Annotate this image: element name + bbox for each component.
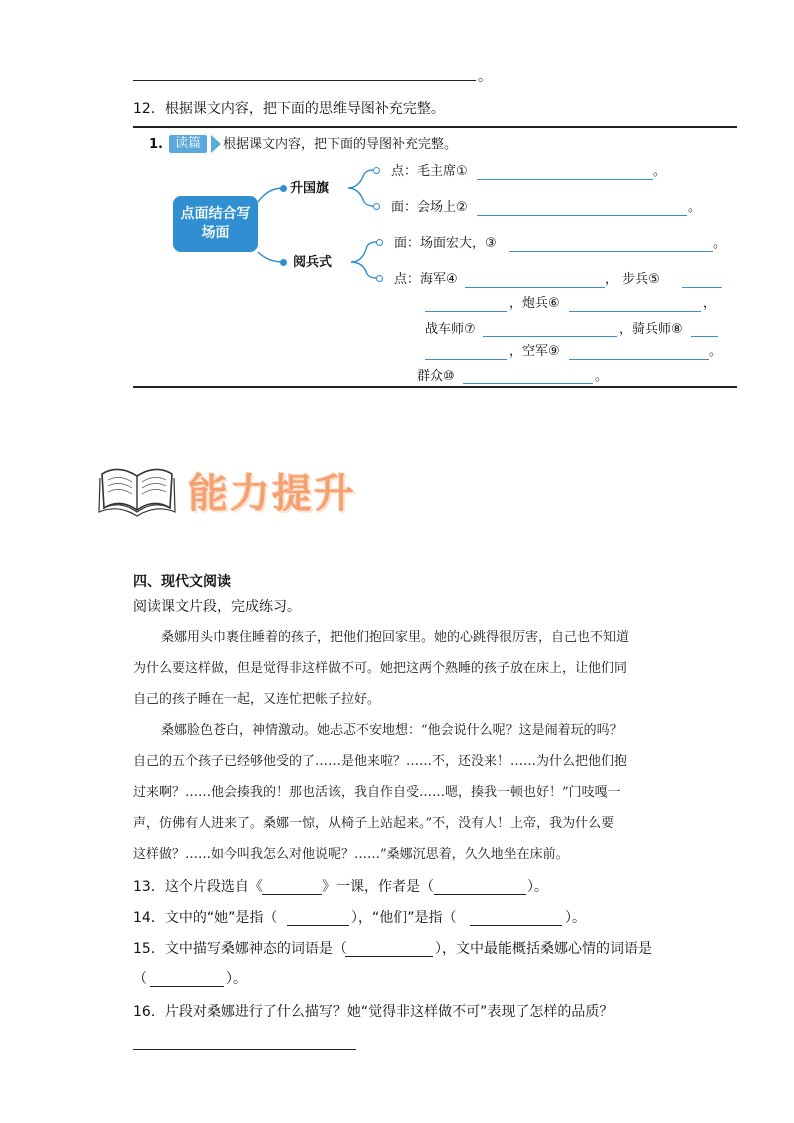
branch1-dot [280, 185, 287, 192]
branch2-item1-end: 。 [713, 236, 727, 251]
branch2-label: 阅兵式 [293, 255, 333, 270]
passage-line-8: 这样做？……如今叫我怎么对他说呢？……”桑娜沉思着，久久地坐在床前。 [133, 847, 569, 862]
branch1-item1-dot [373, 167, 380, 174]
answer-line-6[interactable] [569, 311, 701, 312]
q14-part-b: ），“他们”是指（ [351, 910, 457, 926]
answer-line-8a[interactable] [691, 336, 718, 337]
branch2-dot [280, 259, 287, 266]
branch2-item1-label: 面：场面宏大，③ [394, 236, 497, 251]
central-node-line1: 点面结合写 [180, 206, 251, 222]
branch2-kongjun: ，空军⑨ [509, 344, 560, 359]
branch2-qunzhong: 群众⑩ [417, 369, 455, 384]
branch2-end2: 。 [709, 344, 723, 359]
branch1-item2-label: 面：会场上② [391, 200, 468, 215]
passage-line-5: 自己的五个孩子已经够他受的了……是他来啦？……不，还没来！……为什么把他们抱 [133, 754, 628, 769]
branch2-point-prefix: 点：海军④ [394, 272, 458, 287]
q14-part-c: ）。 [565, 910, 586, 926]
branch2-qibing: ，骑兵师⑧ [619, 322, 683, 337]
branch2-end3: 。 [595, 369, 609, 384]
branch1-item2-end: 。 [688, 200, 702, 215]
branch1-label: 升国旗 [290, 181, 330, 196]
answer-line-2[interactable] [477, 215, 687, 216]
question-16: 16．片段对桑娜进行了什么描写？她“觉得非这样做不可”表现了怎样的品质？ [133, 1004, 614, 1020]
answer-line-3[interactable] [509, 251, 713, 252]
mindmap-instruction: 根据课文内容，把下面的导图补充完整。 [223, 137, 458, 152]
q13-part-a: 13．这个片段选自《 [133, 879, 263, 895]
branch1-item1-end: 。 [653, 164, 667, 179]
answer-line-9[interactable] [569, 359, 709, 360]
passage-line-7: 声，仿佛有人进来了。桑娜一惊，从椅子上站起来。”不，没有人！上帝，我为什么要 [133, 816, 615, 831]
answer-line-8b[interactable] [425, 359, 507, 360]
branch2-zhanche: 战车师⑦ [425, 322, 476, 337]
branch2-item1-dot [376, 239, 383, 246]
q13-blank-author[interactable] [434, 894, 526, 895]
passage-line-2: 为什么要这样做，但是觉得非这样做不可。她把这两个熟睡的孩子放在床上，让他们同 [133, 661, 628, 676]
central-node-line2: 场面 [201, 225, 230, 241]
passage-line-3: 自己的孩子睡在一起，又连忙把帐子拉好。 [133, 692, 381, 707]
section-heading: 四、现代文阅读 [133, 574, 231, 590]
answer-line-5a[interactable] [682, 287, 722, 288]
open-book-icon [96, 458, 178, 520]
answer-line-top[interactable] [133, 80, 476, 81]
q14-part-a: 14．文中的“她”是指（ [133, 910, 278, 926]
q13-part-c: ）。 [527, 879, 548, 895]
section-instruction: 阅读课文片段，完成练习。 [133, 599, 301, 615]
q14-blank-she[interactable] [287, 925, 349, 926]
q15-blank-expression[interactable] [345, 956, 433, 957]
branch1-item1-label: 点：毛主席① [391, 164, 468, 179]
q15-part-c: （ [133, 971, 147, 987]
answer-line-10[interactable] [463, 383, 593, 384]
branch1-item2-dot [373, 203, 380, 210]
answer-line-4[interactable] [465, 287, 605, 288]
mindmap-block [133, 126, 737, 388]
exercise-number: 1. [149, 137, 163, 152]
branch2-item2-dot [376, 275, 383, 282]
q15-part-a: 15．文中描写桑娜神态的词语是（ [133, 941, 347, 957]
branch2-comma1: ， [703, 296, 717, 311]
q14-blank-they[interactable] [470, 925, 562, 926]
q13-part-b: 》一课，作者是（ [322, 879, 434, 895]
q13-blank-title[interactable] [262, 894, 322, 895]
read-tag: 读篇 [169, 135, 207, 153]
answer-line-7[interactable] [483, 336, 617, 337]
answer-line-5b[interactable] [425, 311, 507, 312]
question-12: 12．根据课文内容，把下面的思维导图补充完整。 [133, 101, 445, 117]
answer-line-1[interactable] [477, 179, 653, 180]
q16-answer-line[interactable] [133, 1049, 356, 1050]
passage-line-4: 桑娜脸色苍白，神情激动。她忐忑不安地想：“他会说什么呢？这是闹着玩的吗？ [161, 723, 623, 738]
passage-line-1: 桑娜用头巾裹住睡着的孩子，把他们抱回家里。她的心跳得很厉害，自己也不知道 [161, 630, 630, 645]
q15-part-b: ），文中最能概括桑娜心情的词语是 [435, 941, 652, 957]
q15-blank-mood[interactable] [150, 986, 224, 987]
central-node [173, 196, 258, 252]
end-mark: 。 [478, 69, 492, 85]
q15-part-d: ）。 [226, 971, 247, 987]
banner-title: 能力提升 [188, 471, 356, 517]
branch2-bubing: ， 步兵⑤ [605, 272, 660, 287]
branch2-paobing: ，炮兵⑥ [509, 296, 560, 311]
passage-line-6: 过来啊？……他会揍我的！那也活该，我自作自受……嗯，揍我一顿也好！”门吱嘎一 [133, 785, 621, 800]
